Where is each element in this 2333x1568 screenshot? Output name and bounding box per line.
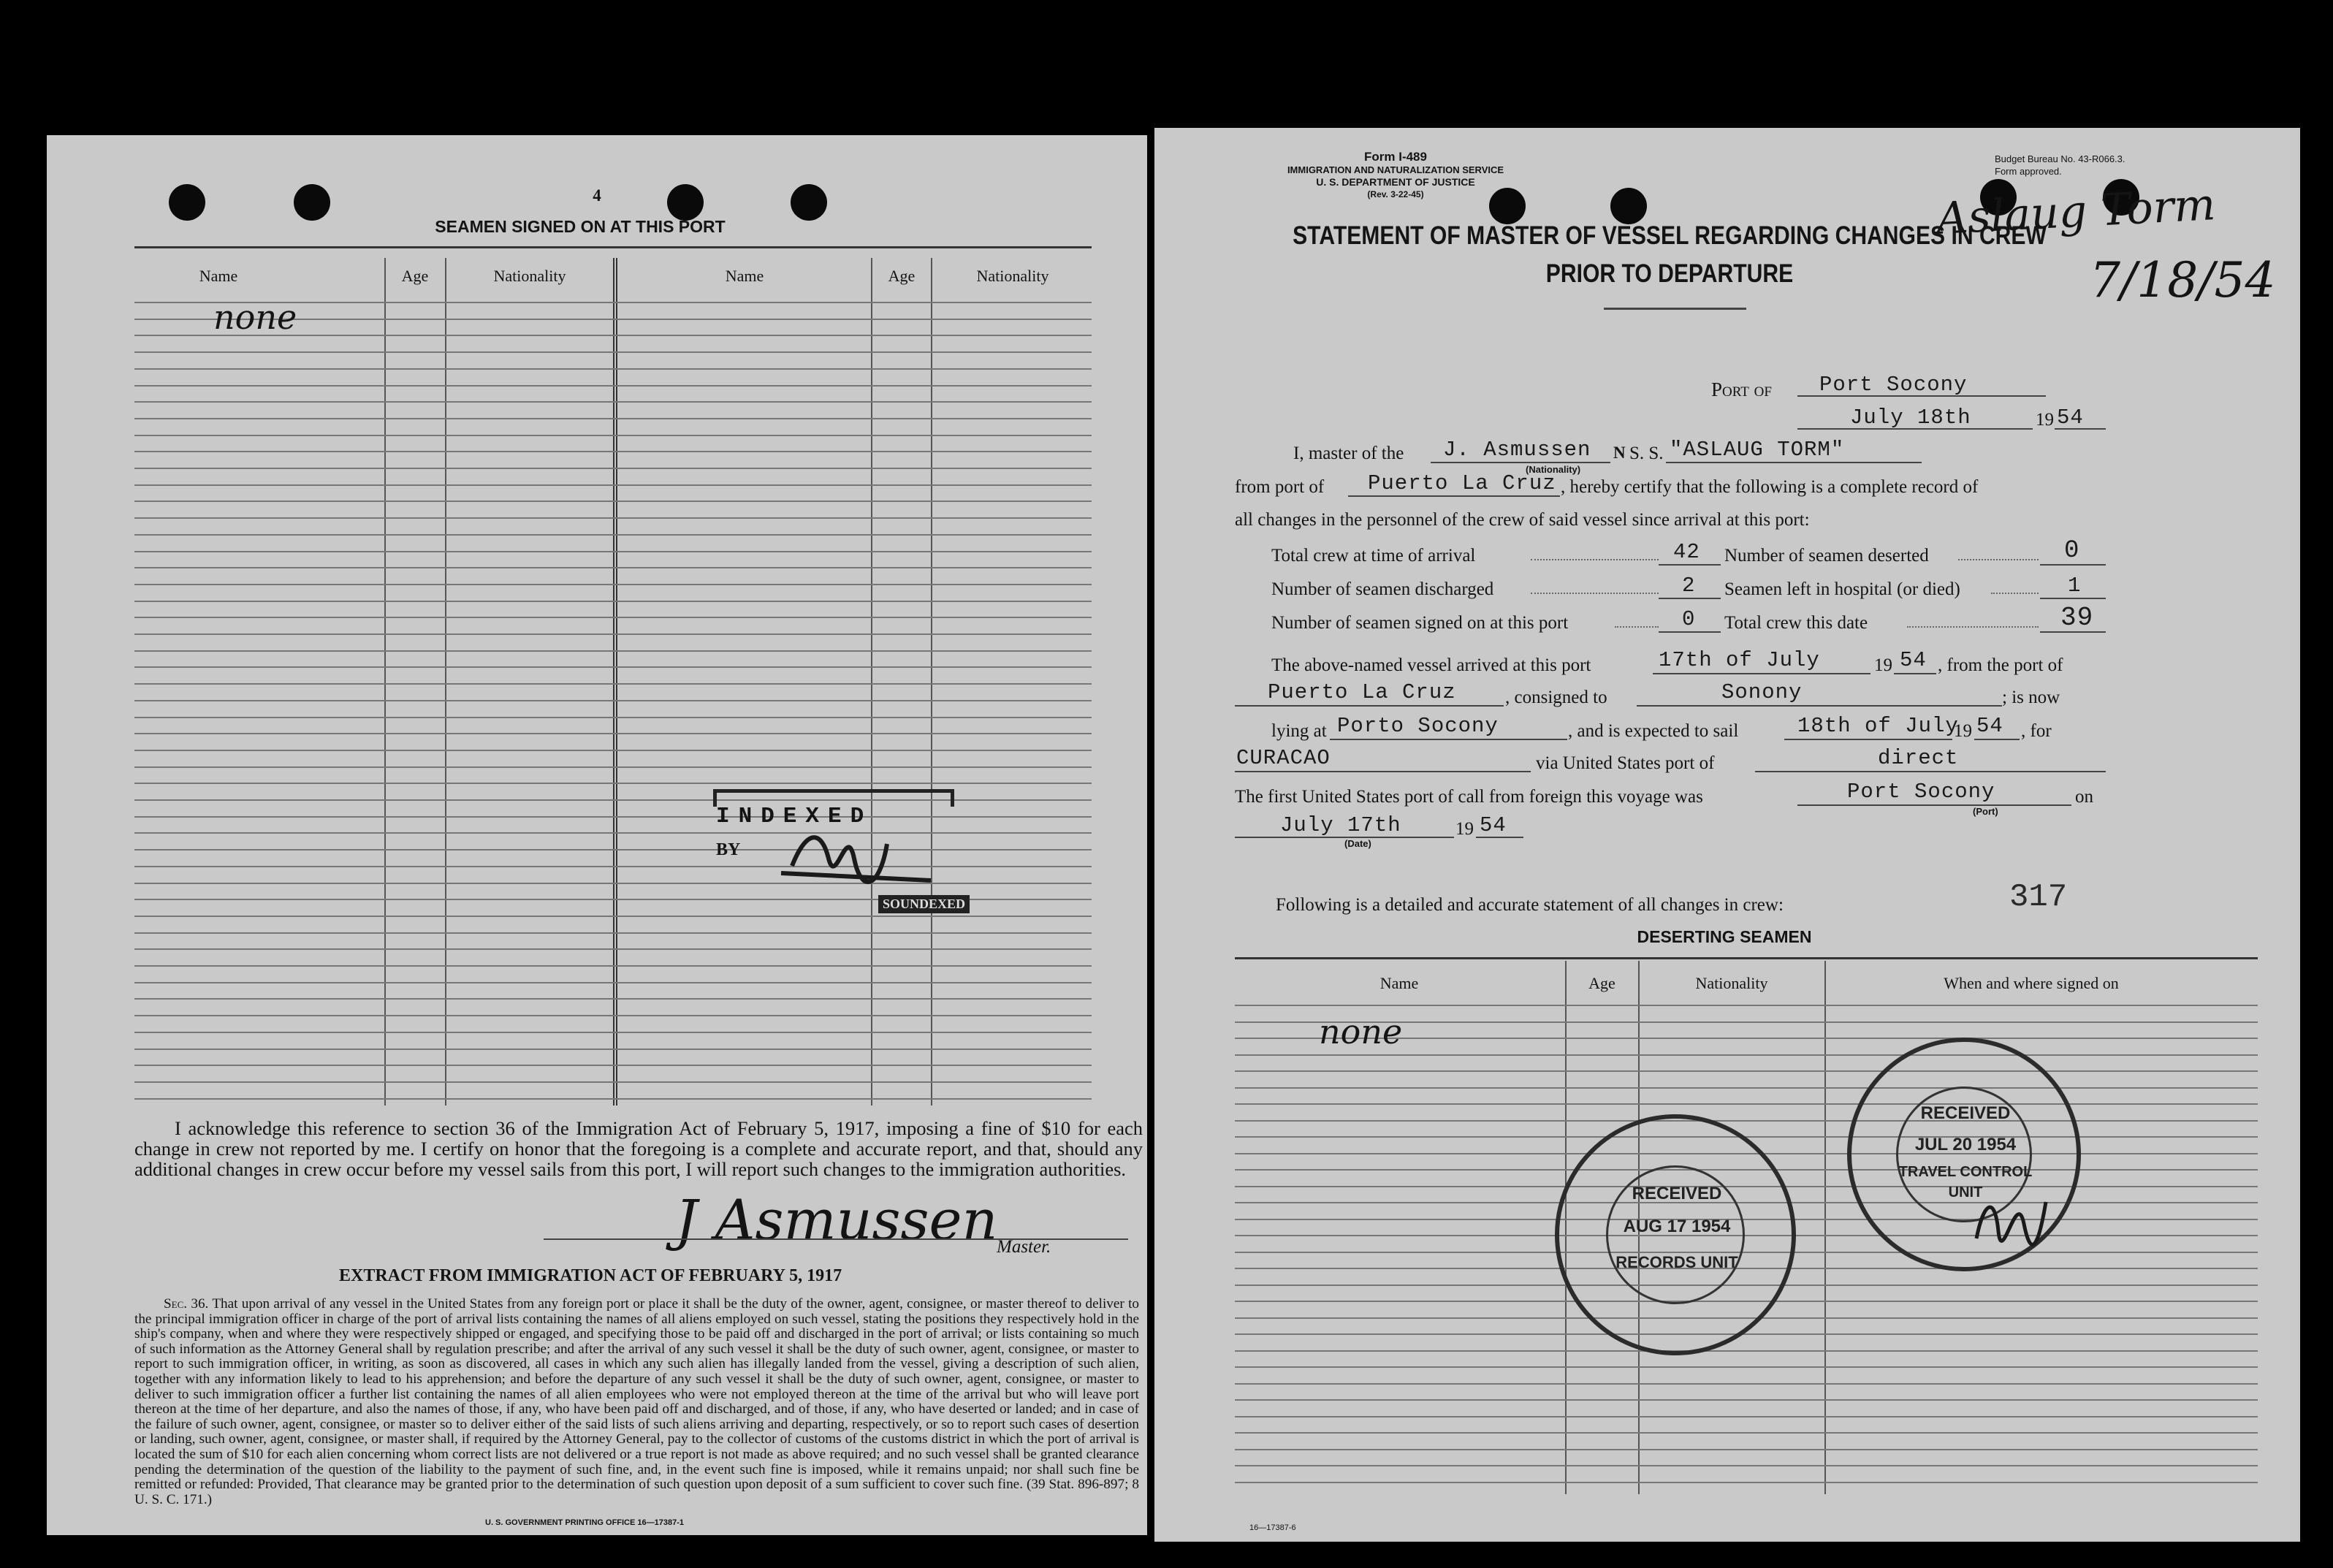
header-name-2: Name (725, 267, 764, 285)
leader-dots (1531, 559, 1659, 560)
table-row (134, 733, 1092, 734)
table-row (134, 468, 1092, 469)
table-row (134, 401, 1092, 403)
port-line (1797, 395, 2046, 397)
header-when-where: When and where signed on (1944, 974, 2119, 992)
stat-label-discharged: Number of seamen discharged (1271, 579, 1494, 599)
port-value: Port Socony (1819, 373, 1968, 397)
table-row (134, 1065, 1092, 1066)
sail-year: 54 (1976, 714, 2003, 738)
table-row (134, 650, 1092, 652)
master-line (1431, 462, 1610, 463)
table-row (134, 1081, 1092, 1083)
all-changes-text: all changes in the personnel of the crew of said vessel since arrival at this port: (1235, 510, 1810, 530)
stat-line (2040, 564, 2106, 566)
table-row (134, 501, 1092, 502)
arrived-value: 17th of July (1659, 648, 1820, 672)
handwritten-date: 7/18/54 (2090, 252, 2276, 308)
leader-dots (1531, 593, 1659, 594)
title-rule (1604, 308, 1746, 310)
stat-label-signed-on: Number of seamen signed on at this port (1271, 613, 1569, 633)
table-row (1235, 1383, 2258, 1385)
column-divider (1824, 961, 1826, 1494)
first-date-value: July 17th (1280, 813, 1401, 837)
stat-line (1659, 631, 1721, 633)
from-port-value: Puerto La Cruz (1368, 471, 1556, 495)
leader-dots (1958, 559, 2039, 560)
table-row (1235, 1087, 2258, 1089)
date-year-prefix: 19 (2036, 410, 2054, 430)
right-printer-line: 16—17387-6 (1249, 1523, 1296, 1532)
table-row (1235, 1070, 2258, 1072)
header-age-1: Age (401, 267, 429, 285)
extract-section: Sec. 36. (164, 1296, 209, 1312)
stat-value-total-today: 39 (2060, 603, 2094, 633)
stat-line (1659, 564, 1721, 566)
first-year: 54 (1480, 813, 1507, 837)
stamp-number: 317 (2009, 879, 2068, 916)
table-row (1235, 1465, 2258, 1466)
table-row (134, 351, 1092, 353)
stamp-date: AUG 17 1954 (1623, 1217, 1731, 1236)
lying-label: lying at (1271, 721, 1327, 741)
lying-line (1330, 739, 1567, 740)
consigned-line (1637, 705, 2002, 707)
first-port-line (1797, 804, 2071, 806)
table-row (1235, 1482, 2258, 1483)
arrived-year-prefix: 19 (1874, 655, 1892, 675)
leader-dots (1615, 626, 1659, 628)
left-page (47, 135, 1147, 1535)
table-row (134, 998, 1092, 1000)
via-label: via United States port of (1536, 753, 1715, 773)
table-row (134, 683, 1092, 685)
sail-line (1784, 739, 1952, 740)
extract-title: EXTRACT FROM IMMIGRATION ACT OF FEBRUARY 5, 1917 (339, 1266, 842, 1285)
table-row (1235, 1333, 2258, 1335)
stat-label-total-today: Total crew this date (1724, 613, 1868, 633)
table-row (1235, 1120, 2258, 1122)
form-number: Form I-489 (1364, 150, 1427, 164)
form-approved: Form approved. (1995, 166, 2062, 177)
table-row (134, 750, 1092, 751)
destination-line (1235, 771, 1531, 772)
date-line (1797, 428, 2033, 430)
agency-line1: IMMIGRATION AND NATURALIZATION SERVICE (1287, 164, 1504, 175)
handwritten-vessel-name: Aslaug Torm (1935, 179, 2217, 245)
table-row (134, 832, 1092, 834)
table-row (134, 601, 1092, 602)
punch-hole (1610, 188, 1647, 224)
table-row (134, 1048, 1092, 1050)
table-row (134, 551, 1092, 552)
header-age-2: Age (888, 267, 916, 285)
from-port-label: from port of (1235, 477, 1325, 497)
stat-line (1659, 598, 1721, 599)
table-row (134, 717, 1092, 718)
stamp-received: RECEIVED (1920, 1103, 2011, 1123)
table-row (1235, 1350, 2258, 1352)
arrived-line (1653, 673, 1870, 674)
lying-value: Porto Socony (1337, 714, 1499, 738)
acknowledgement-text: I acknowledge this reference to section 36 of the Immigration Act of February 5, 1917, imposing a fine of $10 for each change in crew not reported by me. I certify on honor that the foregoing is a complete and accurate report, and that, should any additional changes in crew occur before my vessel sails from this port, I will report such changes to the immigration authorities. (134, 1117, 1143, 1180)
stamp-date: JUL 20 1954 (1914, 1135, 2017, 1154)
table-row (134, 534, 1092, 536)
extract-body (134, 1297, 1139, 1507)
signature-caption: Master. (997, 1237, 1051, 1257)
nationality-caption: (Nationality) (1526, 464, 1581, 475)
date-caption: (Date) (1344, 838, 1371, 849)
revision: (Rev. 3-22-45) (1367, 189, 1424, 199)
table-row (134, 948, 1092, 950)
table-row (134, 883, 1092, 884)
ship-value: "ASLAUG TORM" (1670, 438, 1845, 462)
table-row (134, 816, 1092, 818)
extract-text: That upon arrival of any vessel in the United States from any foreign port or place it shall be the duty of the owner, agent, consignee, or master thereof to deliver to the principal immigration officer in charge of the port of arrival lists containing the names of all aliens employed on such vessel, stating the positions they respectively hold in the ship's company, when and where they were respectively shipped or engaged, and specifying those to be paid off and discharged in the port of arrival; or lists containing so much of such information as the Attorney General shall by regulation prescribe; and after the arrival of any such vessel it shall be the duty of such owner, agent, consignee, or master to report to such immigration officer, in writing, as soon as discovered, all cases in which any such alien has illegally landed from the vessel, giving a description of such alien, together with any information likely to lead to his apprehension; and before the departure of any such vessel it shall be the duty of such owner, agent, consignee, or master to deliver to such immigration officer a further list containing the names of all alien employees who were not employed thereon at the time of the arrival but who will leave port thereon at the time of her departure, and also the names of those, if any, who have been paid off and discharged, and of those, if any, who have deserted or landed; and in case of the failure of such owner, agent, consignee, or master so to deliver either of the said lists of such aliens arriving and departing, respectively, or so to report such cases of desertion or landing, such owner, agent, consignee, or master shall, if required by the Attorney General, pay to the collector of customs of the customs district in which the port of arrival is located the sum of $10 for each alien concerning whom correct lists are not delivered or a true report is not made as above required; and no such vessel shall be granted clearance pending the determination of the question of the liability to the payment of such fine, and, in the event such fine is imposed, while it remains unpaid; nor shall such fine be remitted or refunded: Provided, That clearance may be granted prior to the determination of such question upon deposit of a sum sufficient to cover such fine. (39 Stat. 896-897; 8 U. S. C. 171.) (134, 1296, 1139, 1507)
stamp-unit: RECORDS UNIT (1615, 1253, 1738, 1271)
table-row (1235, 1054, 2258, 1056)
ship-nationality: N (1613, 444, 1626, 462)
stat-value-signed-on: 0 (1682, 607, 1696, 631)
table-row (134, 484, 1092, 486)
table-row (1235, 1416, 2258, 1417)
stamp-indexed-text: INDEXED (716, 804, 873, 829)
table-row (134, 766, 1092, 768)
table-row (134, 965, 1092, 967)
stamp-unit: TRAVEL CONTROL (1898, 1164, 2033, 1180)
table-row (134, 932, 1092, 934)
arrived-year: 54 (1900, 648, 1927, 672)
first-year-prefix: 19 (1455, 819, 1474, 839)
stat-label-hospital: Seamen left in hospital (or died) (1724, 579, 1960, 599)
table-row (1235, 1366, 2258, 1368)
right-page (1154, 128, 2300, 1542)
from-port2-value: Puerto La Cruz (1268, 680, 1456, 704)
table-row (134, 700, 1092, 701)
table-top-rule (1235, 957, 2258, 959)
stamp-initials-scribble (1965, 1180, 2053, 1253)
master-value: J. Asmussen (1443, 438, 1591, 462)
table-row (134, 849, 1092, 850)
year-line (1974, 739, 2020, 740)
leader-dots (1907, 626, 2039, 628)
following-text: Following is a detailed and accurate statement of all changes in crew: (1276, 895, 1784, 915)
is-now-text: ; is now (2002, 688, 2060, 707)
leader-dots (1991, 593, 2039, 594)
stat-line (2040, 631, 2106, 633)
agency-line2: U. S. DEPARTMENT OF JUSTICE (1316, 176, 1475, 188)
stat-label-deserted: Number of seamen deserted (1724, 546, 1929, 566)
table-row (134, 916, 1092, 917)
deserting-title: DESERTING SEAMEN (1637, 927, 1812, 946)
table-row (134, 1098, 1092, 1100)
table-row (134, 666, 1092, 668)
table-top-rule (134, 246, 1092, 248)
table-row (1235, 1399, 2258, 1401)
table-row (134, 385, 1092, 387)
from-port2-line (1235, 705, 1504, 707)
table-row (1235, 1005, 2258, 1006)
table-row (134, 1015, 1092, 1016)
date-year: 54 (2057, 406, 2084, 430)
stat-line (2040, 598, 2106, 599)
table-row (134, 982, 1092, 983)
consigned-label: , consigned to (1505, 688, 1607, 707)
section-title: SEAMEN SIGNED ON AT THIS PORT (435, 217, 726, 236)
header-nationality: Nationality (1695, 974, 1768, 992)
stat-value-discharged: 2 (1682, 574, 1696, 598)
header-name: Name (1379, 974, 1419, 992)
handwritten-none: none (213, 297, 297, 337)
stamp-sounded-text: SOUNDEXED (878, 895, 970, 913)
form-title-line1: STATEMENT OF MASTER OF VESSEL REGARDING CHANGES IN CREW (1293, 221, 2047, 250)
date-value: July 18th (1850, 406, 1971, 430)
budget-bureau: Budget Bureau No. 43-R066.3. (1995, 153, 2125, 164)
header-age: Age (1588, 974, 1615, 992)
stamp-unit: UNIT (1948, 1184, 1983, 1200)
sail-value: 18th of July (1797, 714, 1959, 738)
consigned-value: Sonony (1721, 680, 1803, 704)
year-line (2055, 428, 2106, 430)
on-text: on (2075, 787, 2093, 807)
sail-label: , and is expected to sail (1568, 721, 1739, 741)
stat-label-arrival: Total crew at time of arrival (1271, 546, 1476, 566)
ship-line (1666, 462, 1922, 463)
table-row (134, 617, 1092, 618)
first-port-label: The first United States port of call from foreign this voyage was (1235, 787, 1703, 807)
stat-value-deserted: 0 (2064, 537, 2080, 565)
master-signature: J Asmussen (675, 1187, 998, 1252)
header-name-1: Name (199, 267, 238, 285)
table-row (134, 418, 1092, 419)
table-row (134, 435, 1092, 436)
arrived-label: The above-named vessel arrived at this port (1271, 655, 1591, 675)
table-row (134, 451, 1092, 452)
header-nationality-2: Nationality (976, 267, 1049, 285)
master-label: I, master of the (1293, 444, 1404, 463)
port-label: Port of (1711, 378, 1772, 400)
header-nationality-1: Nationality (493, 267, 566, 285)
ship-prefix: S. S. (1629, 444, 1664, 463)
table-row (134, 517, 1092, 519)
stamp-initials-scribble (777, 815, 938, 895)
table-row (134, 866, 1092, 867)
table-row (134, 633, 1092, 635)
table-row (134, 783, 1092, 784)
handwritten-none: none (1319, 1012, 1403, 1051)
via-line (1755, 771, 2106, 772)
page-number: 4 (593, 186, 601, 205)
year-line (1476, 837, 1523, 838)
from-port-line (1348, 495, 1560, 497)
for-text: , for (2021, 721, 2052, 741)
table-row (134, 368, 1092, 370)
table-row (134, 567, 1092, 568)
sail-year-prefix: 19 (1954, 721, 1972, 741)
table-row (134, 1032, 1092, 1033)
table-row (1235, 1103, 2258, 1105)
stat-value-arrival: 42 (1673, 540, 1700, 564)
table-row (1235, 1432, 2258, 1434)
port-caption: (Port) (1973, 806, 1998, 817)
year-line (1894, 673, 1936, 674)
form-title-line2: PRIOR TO DEPARTURE (1545, 259, 1794, 288)
table-row (1235, 1449, 2258, 1450)
certify-text: , hereby certify that the following is a complete record of (1561, 477, 1979, 497)
via-value: direct (1878, 746, 1959, 770)
left-printer-line: U. S. GOVERNMENT PRINTING OFFICE 16—17387-1 (485, 1518, 685, 1527)
first-port-value: Port Socony (1847, 780, 1995, 804)
stamp-by-text: BY (716, 840, 741, 859)
stat-value-hospital: 1 (2068, 574, 2082, 598)
from-the-port-text: , from the port of (1938, 655, 2063, 675)
table-row (134, 584, 1092, 585)
stamp-received: RECEIVED (1632, 1184, 1722, 1203)
destination-value: CURACAO (1236, 746, 1331, 770)
